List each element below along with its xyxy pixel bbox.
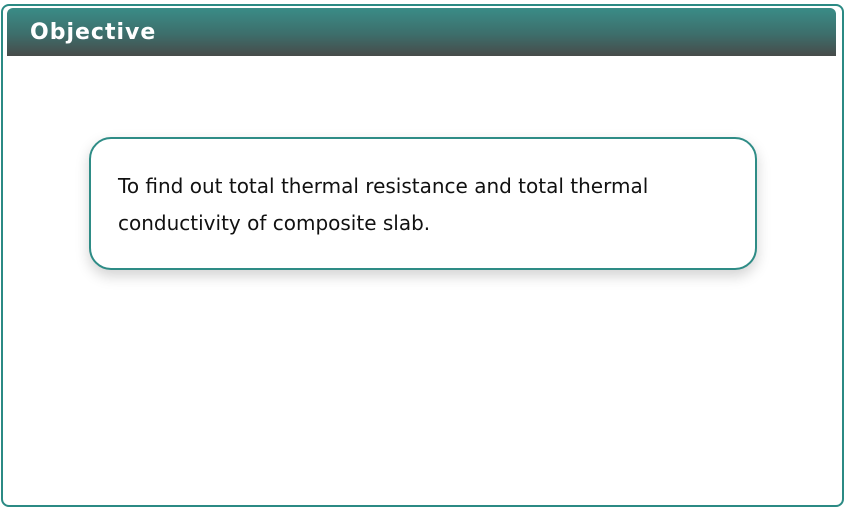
objective-card bbox=[89, 137, 757, 270]
page-title: Objective bbox=[30, 20, 157, 45]
panel-header bbox=[7, 8, 836, 56]
objective-text: To find out total thermal resistance and total thermal conductivity of composite slab. bbox=[118, 174, 649, 235]
